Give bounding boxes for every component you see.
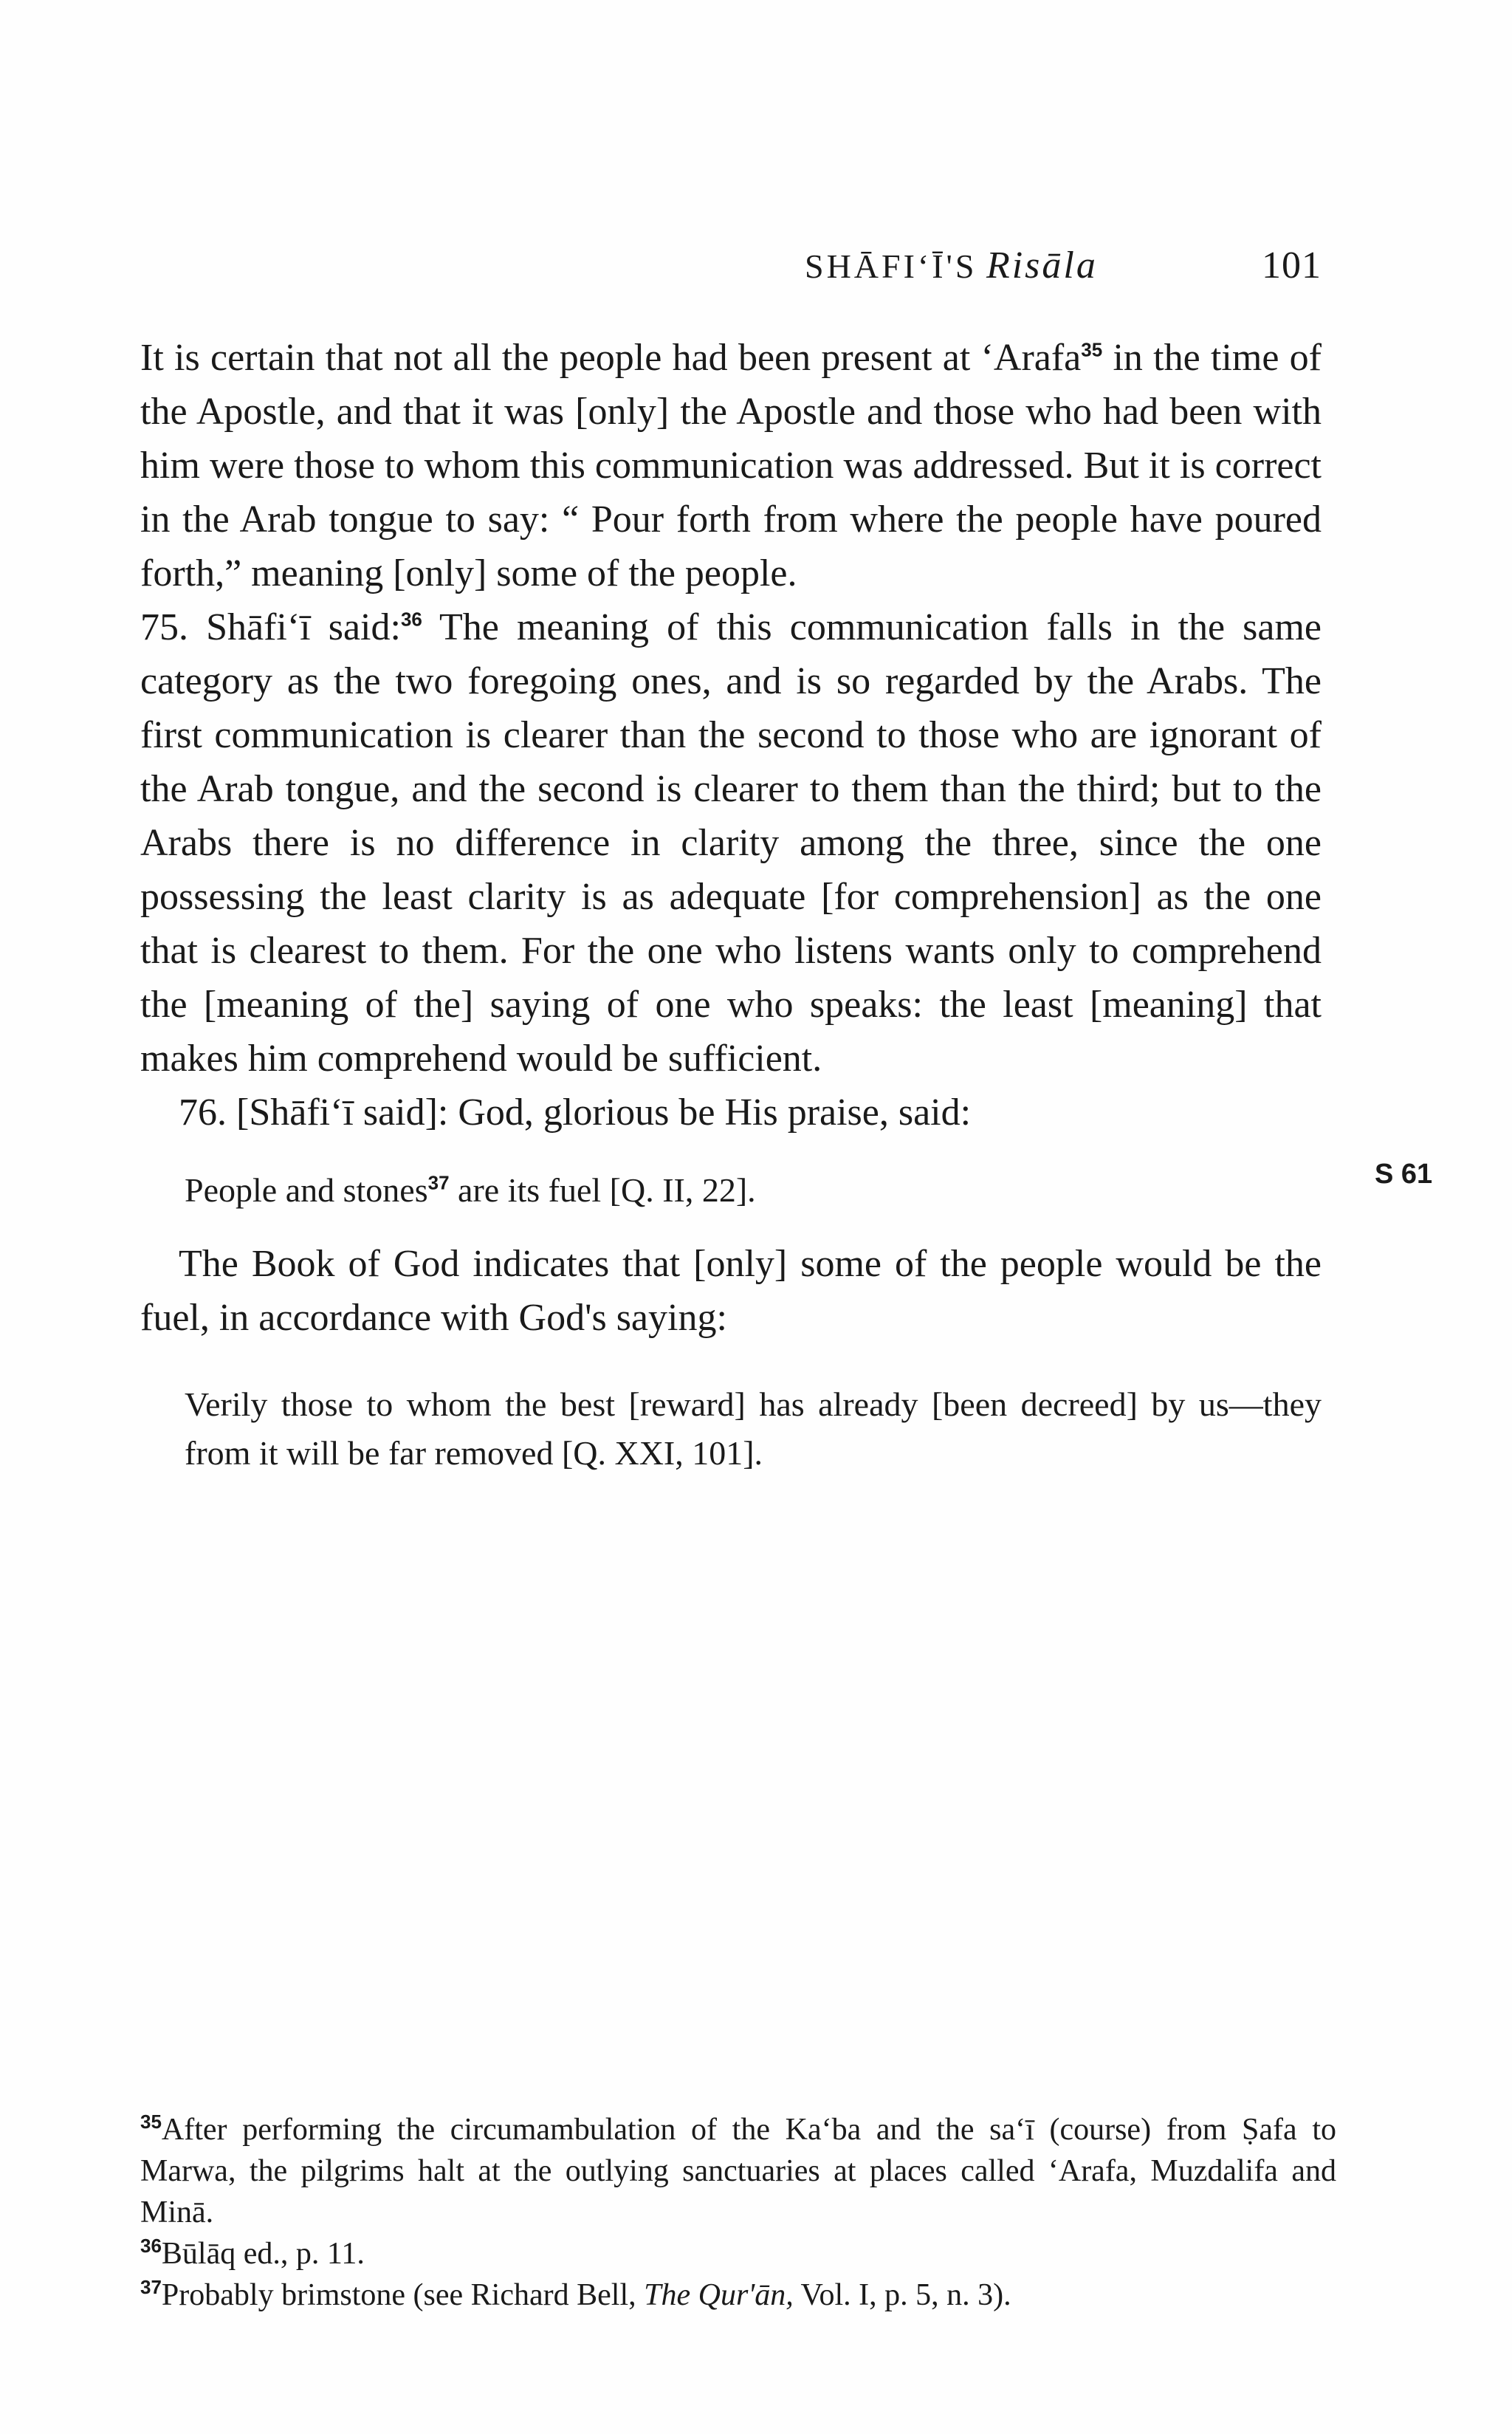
footnote-36-text: Būlāq ed., p. 11. xyxy=(161,2237,365,2271)
footnote-ref-37: 37 xyxy=(427,1171,450,1194)
page-number: 101 xyxy=(1262,244,1322,287)
quran-quote-1-rest: are its fuel [Q. II, 22]. xyxy=(449,1171,756,1209)
footnote-ref-36: 36 xyxy=(400,608,422,631)
footnote-37-start: Probably brimstone (see Richard Bell, xyxy=(161,2278,645,2312)
footnote-36 xyxy=(140,2233,1336,2274)
quran-quote-1 xyxy=(185,1166,1322,1215)
footnote-35-text: After performing the circumambulation of the Ka‘ba and the sa‘ī (course) from Ṣafa to Marwa, the pilgrims halt at the outlying sanctuaries at places called ‘Arafa, Muzdalifa and Minā. xyxy=(140,2113,1336,2229)
running-title: SHĀFI‘Ī'S xyxy=(805,247,977,285)
footnote-ref-35: 35 xyxy=(1081,338,1103,361)
footnote-37-end: Vol. I, p. 5, n. 3). xyxy=(793,2278,1011,2312)
quran-quote-1-start: People and stones xyxy=(185,1171,428,1209)
paragraph-1-text: It is certain that not all the people had been present at ‘Arafa xyxy=(140,337,1082,379)
quran-quote-2: Verily those to whom the best [reward] has already [been decreed] by us—they from it will be far removed [Q. XXI, 101]. xyxy=(185,1385,1322,1472)
marginal-section-marker: S 61 xyxy=(1375,1159,1433,1190)
footnote-37-title: The Qur'ān, xyxy=(644,2278,794,2312)
paragraph-75-start: 75. Shāfi‘ī said: xyxy=(140,606,401,648)
running-header xyxy=(805,244,1322,287)
main-text xyxy=(140,331,1322,1478)
paragraph-book-of-god: The Book of God indicates that [only] some of the people would be the fuel, in accordance with God's saying: xyxy=(140,1243,1322,1339)
running-title-italic: Risāla xyxy=(986,244,1098,287)
paragraph-1 xyxy=(140,331,1322,600)
paragraph-75-rest: The meaning of this communication falls in the same category as the two foregoing ones, and is so regarded by the Arabs. The first communication is clearer than the second to those who are ignorant of the Arab tongue, and the second is clearer to them than the third; but to the Arabs there is no difference in clarity among the three, since the one possessing the least clarity is as adequate [for comprehension] as the one that is clearest to them. For the one who listens wants only to comprehend the [meaning of the] saying of one who speaks: the least [meaning] that makes him comprehend would be sufficient. xyxy=(140,606,1322,1080)
footnote-36-mark: 36 xyxy=(140,2235,162,2257)
footnote-37 xyxy=(140,2274,1336,2316)
footnote-35-mark: 35 xyxy=(140,2111,162,2133)
paragraph-76: 76. [Shāfi‘ī said]: God, glorious be His praise, said: xyxy=(179,1091,972,1134)
footnotes xyxy=(140,2109,1336,2316)
paragraph-1-rest: in the time of the Apostle, and that it was [only] the Apostle and those who had been with him were those to whom this communication was addressed. But it is correct in the Arab tongue to say: “ Pour forth from where the people have poured forth,” meaning [only] some of the people. xyxy=(140,337,1322,594)
paragraph-75 xyxy=(140,600,1322,1086)
footnote-37-mark: 37 xyxy=(140,2276,162,2298)
footnote-35 xyxy=(140,2109,1336,2233)
